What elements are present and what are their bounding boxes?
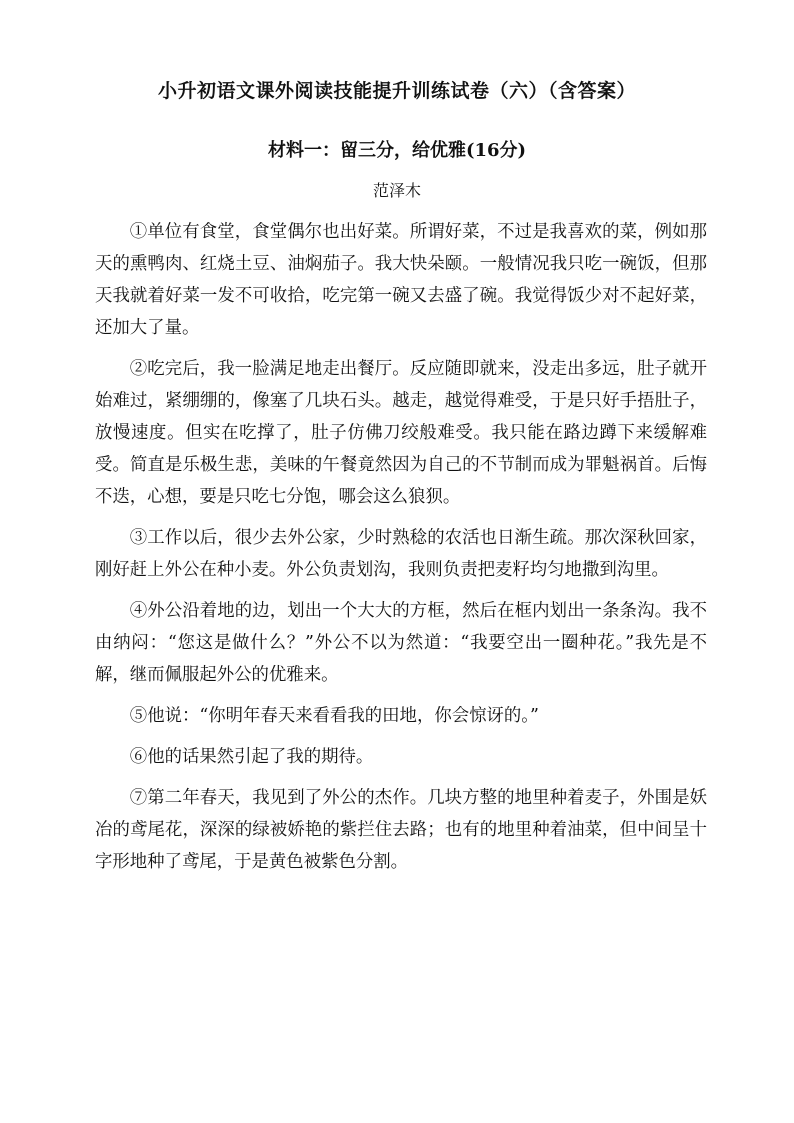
section-title: 材料一：留三分，给优雅(16分) (267, 140, 527, 161)
page-title: 小升初语文课外阅读技能提升训练试卷（六）（含答案） (157, 80, 636, 102)
paragraph-7: ⑦第二年春天，我见到了外公的杰作。几块方整的地里种着麦子，外围是妖冶的鸢尾花，深深的绿被娇艳的紫拦住去路；也有的地里种着油菜，但中间呈十字形地种了鸢尾，于是黄色被紫色分割。 (95, 788, 707, 872)
paragraph-4: ④外公沿着地的边，划出一个大大的方框，然后在框内划出一条条沟。我不由纳闷：“您这是做什么？”外公不以为然道：“我要空出一圈种花。”我先是不解，继而佩服起外公的优雅来。 (95, 601, 707, 685)
paragraph-1: ①单位有食堂，食堂偶尔也出好菜。所谓好菜，不过是我喜欢的菜，例如那天的熏鸭肉、红烧土豆、油焖茄子。我大快朵颐。一般情况我只吃一碗饭，但那天我就着好菜一发不可收拾，吃完第一碗又去盛了碗。我觉得饭少对不起好菜，还加大了量。 (95, 222, 707, 338)
article-body (95, 216, 707, 887)
paragraph-2: ②吃完后，我一脸满足地走出餐厅。反应随即就来，没走出多远，肚子就开始难过，紧绷绷的，像塞了几块石头。越走，越觉得难受，于是只好手捂肚子，放慢速度。但实在吃撑了，肚子仿佛刀绞般难受。我只能在路边蹲下来缓解难受。简直是乐极生悲，美味的午餐竟然因为自己的不节制而成为罪魁祸首。后悔不迭，心想，要是只吃七分饱，哪会这么狼狈。 (95, 359, 707, 507)
paragraph-3: ③工作以后，很少去外公家，少时熟稔的农活也日渐生疏。那次深秋回家，刚好赶上外公在种小麦。外公负责划沟，我则负责把麦籽均匀地撒到沟里。 (95, 528, 707, 580)
author-name: 范泽木 (372, 181, 421, 200)
paragraph-6: ⑥他的话果然引起了我的期待。 (129, 747, 374, 767)
paragraph-5: ⑤他说：“你明年春天来看看我的田地，你会惊讶的。” (129, 706, 539, 726)
